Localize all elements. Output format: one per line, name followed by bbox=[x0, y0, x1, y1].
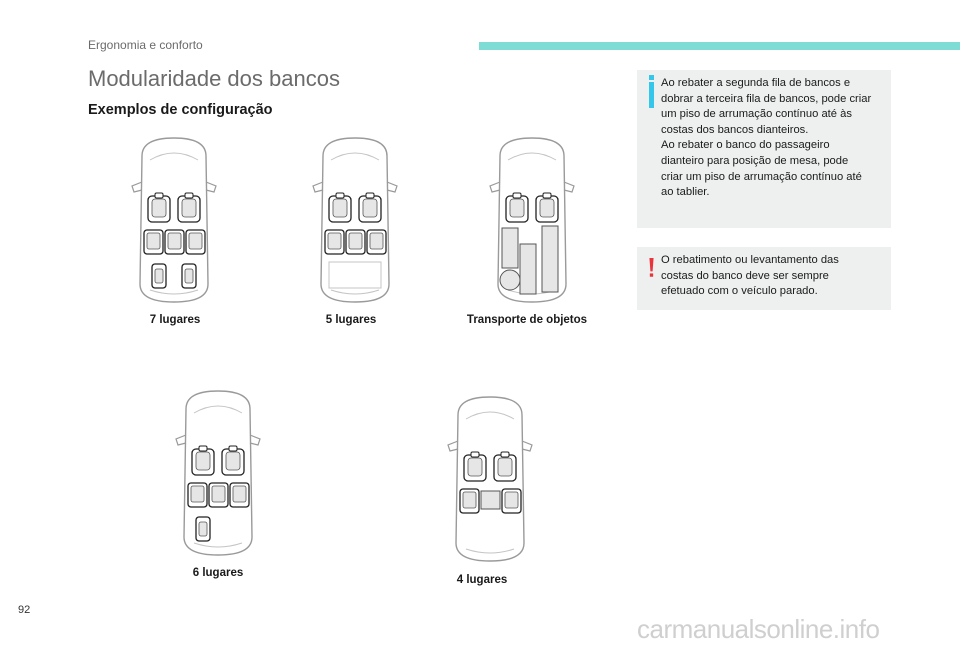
seat-cushion bbox=[349, 233, 362, 249]
info-note-text bbox=[661, 76, 885, 201]
info-line: um piso de arrumação contínuo até às bbox=[661, 108, 852, 121]
warning-line: costas do banco deve ser sempre bbox=[661, 269, 829, 282]
table-seat bbox=[481, 491, 500, 509]
right-mirror bbox=[522, 441, 532, 451]
car-caption-6-seats: 6 lugares bbox=[192, 567, 244, 579]
seat-cushion bbox=[147, 233, 160, 249]
car-diagram-6-seats bbox=[172, 387, 264, 559]
section-label: Ergonomia e conforto bbox=[88, 38, 203, 52]
car-caption-5-seats: 5 lugares bbox=[325, 314, 377, 326]
warning-note-text bbox=[661, 253, 885, 300]
left-mirror bbox=[176, 435, 186, 445]
info-line: criar um piso de arrumação contínuo até bbox=[661, 170, 862, 183]
left-mirror bbox=[448, 441, 458, 451]
car-diagram-5-seats bbox=[309, 134, 401, 306]
front-seat bbox=[506, 193, 528, 222]
folded-seat bbox=[502, 228, 518, 268]
seat-part bbox=[152, 199, 166, 217]
info-line: dianteiro para posição de mesa, pode bbox=[661, 154, 849, 167]
seat-part bbox=[333, 199, 347, 217]
seat-part bbox=[366, 193, 374, 198]
seat-cushion bbox=[212, 486, 225, 502]
folded-seat bbox=[542, 226, 558, 292]
seat-part bbox=[510, 199, 524, 217]
section-subtitle: Exemplos de configuração bbox=[88, 102, 273, 118]
cargo-object bbox=[500, 270, 520, 290]
warning-line: O rebatimento ou levantamento das bbox=[661, 254, 839, 266]
right-mirror bbox=[206, 182, 216, 192]
front-seat bbox=[192, 446, 214, 475]
front-seat bbox=[536, 193, 558, 222]
seat-part bbox=[229, 446, 237, 451]
front-seat bbox=[222, 446, 244, 475]
seat-part bbox=[498, 458, 512, 476]
seat-part bbox=[363, 199, 377, 217]
seat-part bbox=[185, 193, 193, 198]
seat-part bbox=[155, 193, 163, 198]
header-accent-bar bbox=[479, 42, 960, 50]
seat-part bbox=[336, 193, 344, 198]
front-seat bbox=[148, 193, 170, 222]
front-seat bbox=[494, 452, 516, 481]
left-mirror bbox=[313, 182, 323, 192]
seat-cushion bbox=[155, 269, 163, 283]
seat-cushion bbox=[505, 492, 518, 508]
watermark: carmanualsonline.info bbox=[637, 614, 880, 644]
seat-part bbox=[468, 458, 482, 476]
car-caption-cargo: Transporte de objetos bbox=[466, 314, 588, 326]
info-line: ao tablier. bbox=[661, 186, 710, 199]
right-mirror bbox=[564, 182, 574, 192]
page-title: Modularidade dos bancos bbox=[88, 66, 340, 91]
warning-note bbox=[637, 247, 891, 310]
seat-cushion bbox=[233, 486, 246, 502]
seat-part bbox=[196, 452, 210, 470]
front-seat bbox=[329, 193, 351, 222]
left-mirror bbox=[132, 182, 142, 192]
car-diagram-7-seats bbox=[128, 134, 220, 306]
car-caption-4-seats: 4 lugares bbox=[456, 574, 508, 586]
folded-seat bbox=[520, 244, 536, 294]
seat-cushion bbox=[370, 233, 383, 249]
front-seat bbox=[359, 193, 381, 222]
seat-cushion bbox=[463, 492, 476, 508]
seat-part bbox=[513, 193, 521, 198]
warning-line: efetuado com o veículo parado. bbox=[661, 285, 818, 298]
front-seat bbox=[178, 193, 200, 222]
info-icon bbox=[649, 82, 654, 108]
seat-cushion bbox=[189, 233, 202, 249]
seat-cushion bbox=[199, 522, 207, 536]
info-line: dobrar a terceira fila de bancos, pode criar bbox=[661, 92, 872, 105]
car-diagram-4-seats bbox=[444, 393, 536, 565]
seat-part bbox=[471, 452, 479, 457]
right-mirror bbox=[250, 435, 260, 445]
seat-part bbox=[501, 452, 509, 457]
seat-part bbox=[543, 193, 551, 198]
seat-cushion bbox=[168, 233, 181, 249]
seat-cushion bbox=[191, 486, 204, 502]
warning-icon bbox=[649, 257, 654, 279]
left-mirror bbox=[490, 182, 500, 192]
info-line: Ao rebater a segunda fila de bancos e bbox=[661, 77, 851, 89]
seat-part bbox=[199, 446, 207, 451]
info-line: Ao rebater o banco do passageiro bbox=[661, 139, 830, 152]
info-line: costas dos bancos dianteiros. bbox=[661, 123, 809, 136]
seat-cushion bbox=[328, 233, 341, 249]
seat-part bbox=[226, 452, 240, 470]
page-number: 92 bbox=[18, 604, 31, 616]
front-seat bbox=[464, 452, 486, 481]
right-mirror bbox=[387, 182, 397, 192]
info-note bbox=[637, 70, 891, 228]
car-diagram-cargo bbox=[486, 134, 578, 306]
seat-part bbox=[182, 199, 196, 217]
seat-part bbox=[540, 199, 554, 217]
seat-cushion bbox=[185, 269, 193, 283]
car-caption-7-seats: 7 lugares bbox=[149, 314, 201, 326]
